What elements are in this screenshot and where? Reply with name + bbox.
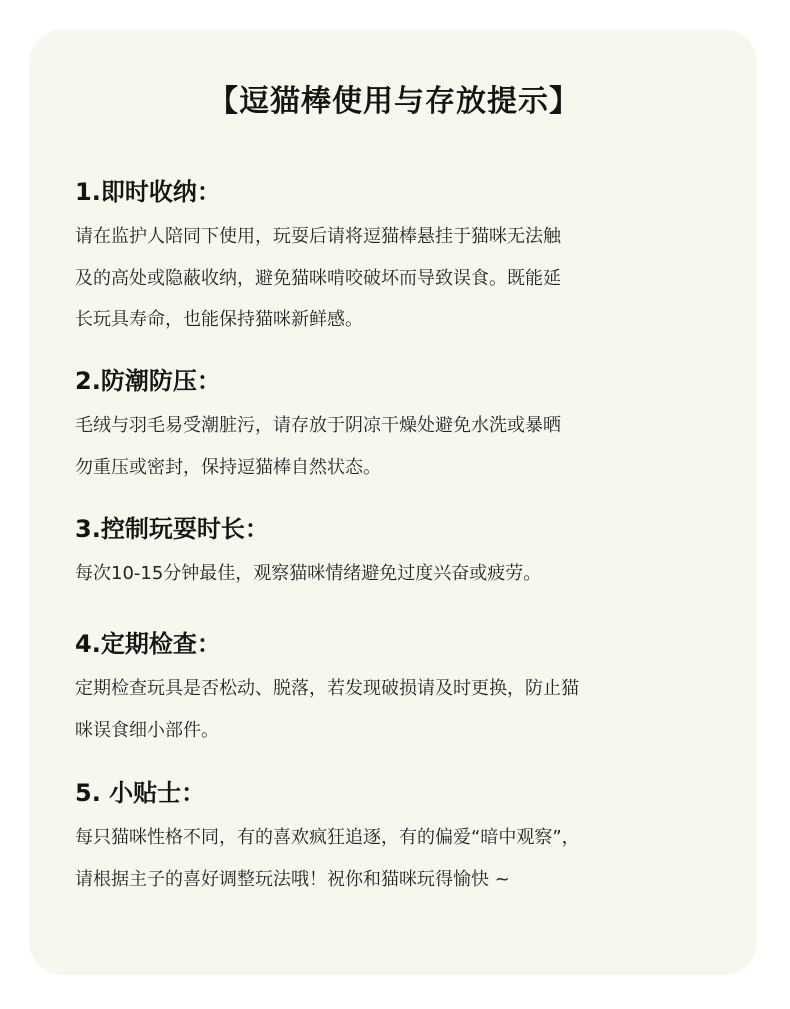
- section-heading: 4.定期检查：: [75, 630, 221, 658]
- section-body: [75, 405, 727, 488]
- body-line: 每次10-15分钟最佳，观察猫咪情绪避免过度兴奋或疲劳。: [75, 563, 542, 584]
- section-body: [75, 553, 727, 595]
- section-heading: 1.即时收纳：: [75, 178, 221, 206]
- section-instant-storage: [75, 175, 727, 341]
- section-body: [75, 216, 727, 341]
- body-line: 每只猫咪性格不同，有的喜欢疯狂追逐，有的偏爱“暗中观察”，: [75, 827, 580, 848]
- section-tips: [75, 776, 727, 900]
- page-title: 【逗猫棒使用与存放提示】: [208, 84, 580, 119]
- section-regular-check: [75, 627, 727, 751]
- section-body: [75, 668, 727, 751]
- body-line: 定期检查玩具是否松动、脱落，若发现破损请及时更换，防止猫: [75, 678, 579, 699]
- body-line: 勿重压或密封，保持逗猫棒自然状态。: [75, 456, 381, 478]
- body-line: 咪误食细小部件。: [75, 719, 219, 741]
- section-body: [75, 817, 727, 900]
- section-moisture-pressure: [75, 364, 727, 488]
- section-heading: 3.控制玩耍时长：: [75, 515, 269, 543]
- body-line: 请在监护人陪同下使用，玩耍后请将逗猫棒悬挂于猫咪无法触: [75, 226, 561, 247]
- body-line: 及的高处或隐蔽收纳，避免猫咪啃咬破坏而导致误食。既能延: [75, 267, 561, 289]
- body-line: 请根据主子的喜好调整玩法哦！祝你和猫咪玩得愉快 ~: [75, 868, 510, 890]
- section-heading: 5. 小贴士：: [75, 779, 206, 807]
- body-line: 长玩具寿命，也能保持猫咪新鲜感。: [75, 309, 363, 330]
- body-line: 毛绒与羽毛易受潮脏污，请存放于阴凉干燥处避免水洗或暴晒: [75, 415, 561, 436]
- section-heading: 2.防潮防压：: [75, 367, 221, 395]
- tips-card: [29, 29, 757, 975]
- section-play-duration: [75, 512, 727, 595]
